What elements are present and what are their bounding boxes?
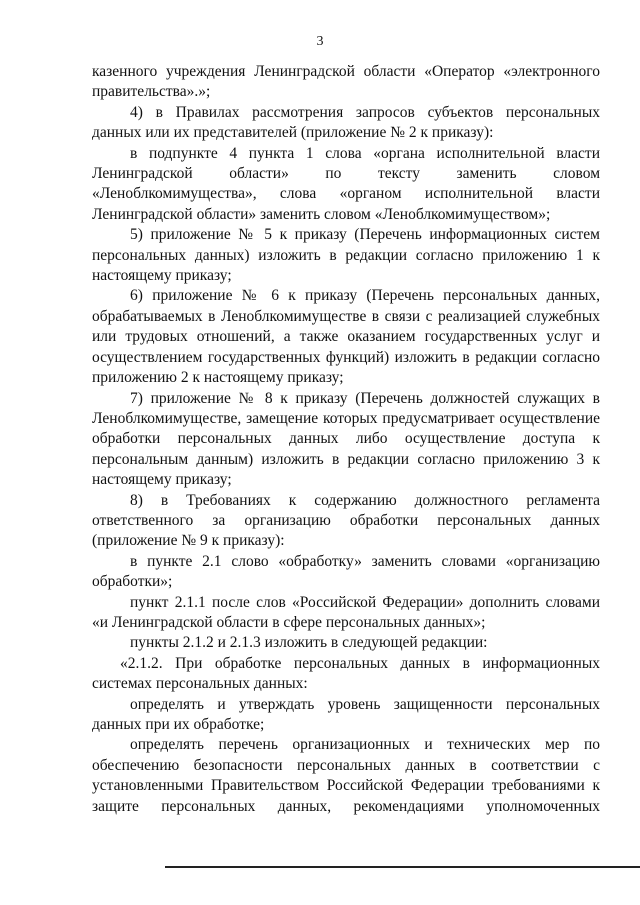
paragraph: 4) в Правилах рассмотрения запросов субъектов персональных данных или их представителей (приложение № 2 к приказу):	[92, 103, 600, 142]
paragraph: 7) приложение № 8 к приказу (Перечень должностей служащих в Леноблкомимуществе, замещение которых предусматривает осуществление обработки персональных данных либо осуществление доступа к персональным данным) изложить в редакции согласно приложению 3 к настоящему приказу;	[92, 389, 600, 489]
paragraph: в пункте 2.1 слово «обработку» заменить словами «организацию обработки»;	[92, 552, 600, 591]
paragraph: пункт 2.1.1 после слов «Российской Федерации» дополнить словами «и Ленинградской области в сфере персональных данных»;	[92, 593, 600, 631]
paragraph: 5) приложение № 5 к приказу (Перечень информационных систем персональных данных) изложить в редакции согласно приложению 1 к настоящему приказу;	[92, 226, 600, 285]
paragraph: казенного учреждения Ленинградской области «Оператор «электронного правительства».»;	[92, 63, 600, 101]
paragraph: определять и утверждать уровень защищенности персональных данных при их обработке;	[92, 695, 600, 733]
paragraph: «2.1.2. При обработке персональных данных в информационных системах персональных данных:	[92, 654, 600, 693]
paragraph: в подпункте 4 пункта 1 слова «органа исполнительной власти Ленинградской области» по тексту заменить словом «Леноблкомимущества», слова «органом исполнительной власти Ленинградской области» заменить словом «Леноблкомимуществом»;	[92, 144, 600, 223]
page-number: 3	[316, 34, 324, 49]
paragraph: определять перечень организационных и технических мер по обеспечению безопасности персональных данных в соответствии с установленными Правительством Российской Федерации требованиями к защите персональных данных, рекомендациями уполномоченных	[92, 736, 600, 815]
paragraph: 8) в Требованиях к содержанию должностного регламента ответственного за организацию обработки персональных данных (приложение № 9 к приказу):	[92, 491, 600, 550]
paragraph: 6) приложение № 6 к приказу (Перечень персональных данных, обрабатываемых в Леноблкомимуществе в связи с реализацией служебных или трудовых отношений, а также оказанием государственных услуг и осуществлением государственных функций) изложить в редакции согласно приложению 2 к настоящему приказу;	[92, 287, 600, 387]
document-body	[92, 62, 600, 817]
paragraph: пункты 2.1.2 и 2.1.3 изложить в следующей редакции:	[130, 634, 488, 652]
bottom-rule	[165, 866, 640, 868]
